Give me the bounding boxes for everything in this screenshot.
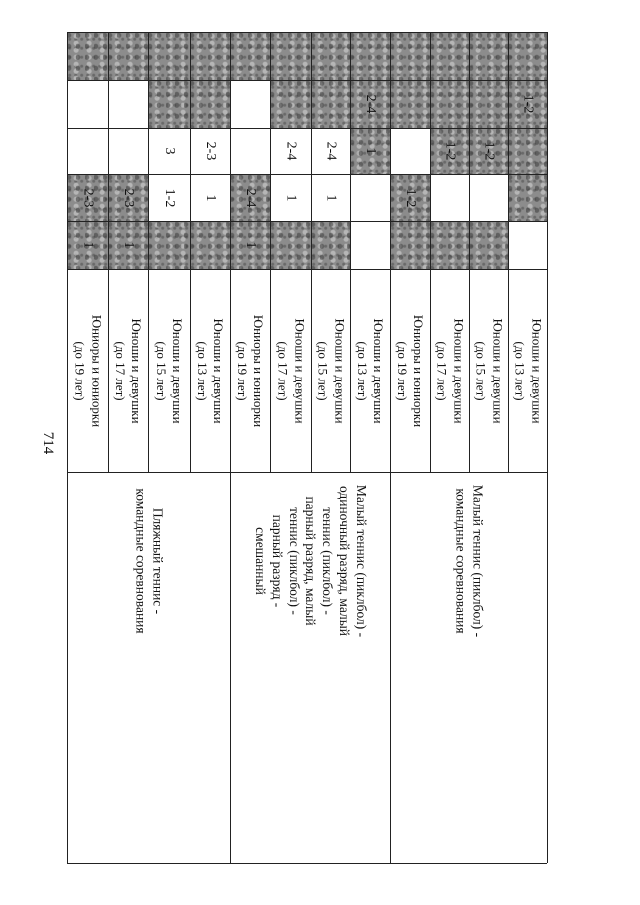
place-value: 1 bbox=[323, 194, 339, 201]
age-category: Юноши и девушки (до 17 лет) bbox=[275, 317, 307, 424]
shaded-cell bbox=[390, 221, 430, 269]
shaded-cell bbox=[469, 32, 508, 80]
place-value: 1 bbox=[120, 241, 136, 249]
age-category: Юноши и девушки (до 15 лет) bbox=[154, 317, 186, 424]
shaded-cell bbox=[190, 221, 230, 269]
shaded-cell bbox=[311, 221, 350, 269]
place-value: 2-3 bbox=[120, 188, 136, 207]
place-value: 1 bbox=[242, 241, 258, 249]
place-value: 2-4 bbox=[362, 94, 378, 114]
shaded-cell bbox=[311, 32, 350, 80]
place-value: 1 bbox=[80, 241, 96, 249]
place-value: 3 bbox=[161, 147, 177, 155]
age-category: Юноши и девушки (до 13 лет) bbox=[355, 317, 387, 424]
place-value: 2-3 bbox=[202, 141, 218, 161]
grid-line bbox=[67, 472, 547, 473]
shaded-cell bbox=[390, 32, 430, 80]
place-value: 2-4 bbox=[242, 188, 258, 207]
shaded-cell bbox=[390, 80, 430, 128]
shaded-cell bbox=[190, 32, 230, 80]
shaded-cell bbox=[108, 32, 148, 80]
shaded-cell bbox=[430, 32, 469, 80]
page-number: 714 bbox=[40, 431, 56, 455]
age-category: Юниоры и юниорки (до 19 лет) bbox=[72, 314, 104, 427]
place-value: 1 bbox=[202, 194, 218, 201]
grid-line bbox=[67, 221, 547, 222]
age-category: Юноши и девушки (до 13 лет) bbox=[195, 317, 227, 424]
age-category: Юноши и девушки (до 15 лет) bbox=[315, 317, 347, 424]
grid-line bbox=[469, 32, 470, 472]
shaded-cell bbox=[148, 80, 190, 128]
shaded-cell bbox=[311, 80, 350, 128]
shaded-cell bbox=[469, 80, 508, 128]
grid-line bbox=[67, 269, 547, 270]
place-value: 1-2 bbox=[161, 188, 177, 207]
shaded-cell bbox=[430, 80, 469, 128]
shaded-cell bbox=[148, 32, 190, 80]
age-category: Юноши и девушки (до 17 лет) bbox=[113, 317, 145, 424]
grid-line bbox=[67, 174, 547, 175]
age-category: Юноши и девушки (до 17 лет) bbox=[434, 317, 466, 424]
sport-discipline: Малый теннис (пиклбол) - командные соревнования bbox=[453, 484, 486, 638]
grid-line bbox=[67, 32, 547, 33]
grid-line bbox=[311, 32, 312, 472]
shaded-cell bbox=[469, 221, 508, 269]
place-value: 1-2 bbox=[442, 141, 458, 161]
grid-line bbox=[190, 32, 191, 472]
grid-line bbox=[547, 32, 548, 472]
place-value: 1-2 bbox=[402, 188, 418, 207]
shaded-cell bbox=[508, 128, 547, 174]
grid-line bbox=[430, 32, 431, 472]
grid-line bbox=[67, 80, 547, 81]
grid-line bbox=[270, 32, 271, 472]
shaded-cell bbox=[508, 174, 547, 221]
shaded-cell bbox=[270, 221, 311, 269]
grid-line bbox=[230, 32, 231, 863]
shaded-cell bbox=[430, 221, 469, 269]
age-category: Юниоры и юниорки (до 19 лет) bbox=[395, 314, 427, 427]
sport-discipline: Малый теннис (пиклбол) - одиночный разряд, малый теннис (пиклбол) - парный разряд, малый теннис (пиклбол) - парный разряд - смешанный bbox=[252, 484, 370, 638]
grid-line bbox=[108, 32, 109, 472]
grid-line bbox=[67, 32, 68, 472]
shaded-cell bbox=[350, 32, 390, 80]
shaded-cell bbox=[508, 32, 547, 80]
place-value: 1-2 bbox=[481, 141, 497, 161]
grid-line bbox=[148, 32, 149, 472]
shaded-cell bbox=[148, 221, 190, 269]
place-value: 1 bbox=[362, 147, 378, 155]
age-category: Юноши и девушки (до 15 лет) bbox=[473, 317, 505, 424]
grid-line bbox=[508, 32, 509, 472]
age-category: Юноши и девушки (до 13 лет) bbox=[512, 317, 544, 424]
shaded-cell bbox=[67, 32, 108, 80]
grid-line bbox=[67, 128, 547, 129]
sport-discipline: Пляжный теннис - командные соревнования bbox=[133, 488, 166, 634]
place-value: 2-4 bbox=[323, 141, 339, 161]
grid-line bbox=[350, 32, 351, 472]
grid-line bbox=[67, 863, 547, 864]
shaded-cell bbox=[190, 80, 230, 128]
place-value: 2-3 bbox=[80, 188, 96, 207]
shaded-cell bbox=[270, 32, 311, 80]
place-value: 1 bbox=[283, 194, 299, 201]
age-category: Юниоры и юниорки (до 19 лет) bbox=[235, 314, 267, 427]
place-value: 2-4 bbox=[283, 141, 299, 161]
place-value: 1-2 bbox=[520, 94, 536, 114]
grid-line bbox=[390, 32, 391, 863]
shaded-cell bbox=[230, 32, 270, 80]
shaded-cell bbox=[270, 80, 311, 128]
